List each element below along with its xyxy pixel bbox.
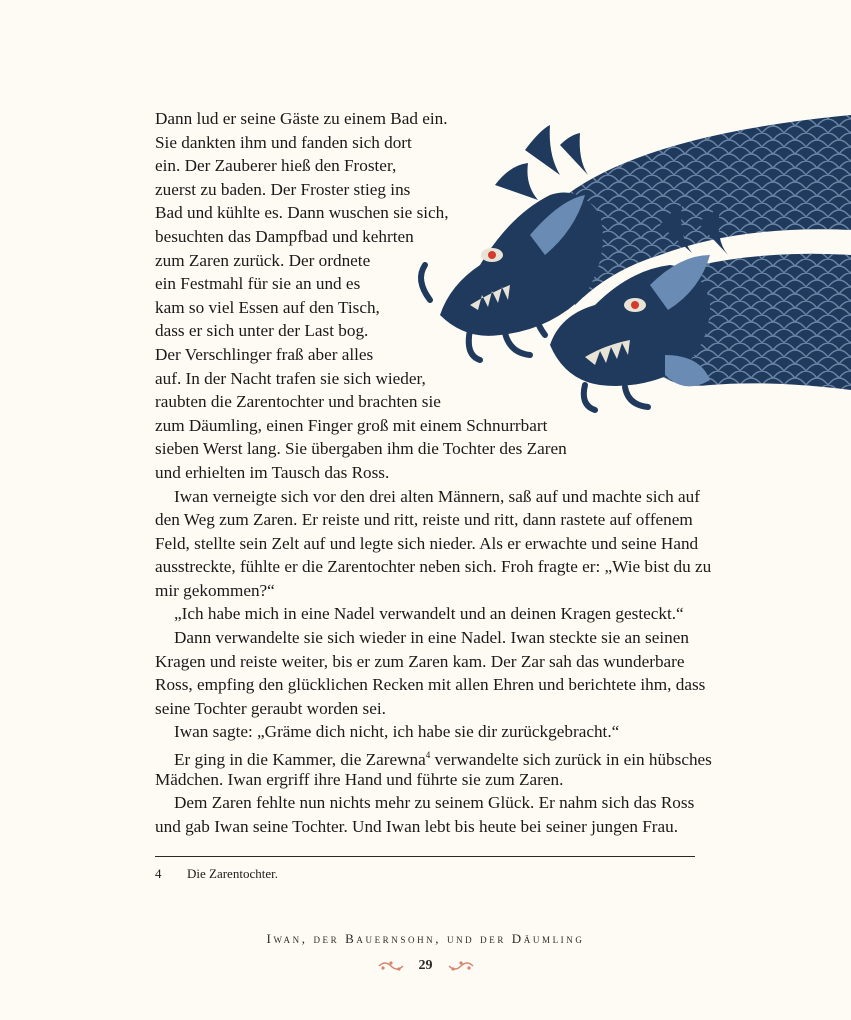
page-footer (0, 958, 851, 974)
text-line: Der Verschlinger fraß aber alles (155, 344, 374, 364)
text-line: raubten die Zarentochter und brachten sie (155, 392, 441, 412)
text-line: „Ich habe mich in eine Nadel verwandelt und an deinen Kragen gesteckt.“ (174, 604, 684, 624)
text-segment: verwandelte sich zurück in ein hübsches (430, 750, 712, 770)
text-line: Iwan verneigte sich vor den drei alten Männern, saß auf und machte sich auf (174, 486, 700, 506)
text-line: ausstreckte, fühlte er die Zarentochter neben sich. Froh fragte er: „Wie bist du zu (155, 557, 712, 577)
text-line: zum Däumling, einen Finger groß mit einem Schnurrbart (155, 415, 548, 435)
footnote-number: 4 (155, 866, 162, 881)
text-line: kam so viel Essen auf den Tisch, (155, 297, 380, 317)
text-line: Iwan sagte: „Gräme dich nicht, ich habe sie dir zurückgebracht.“ (174, 722, 620, 742)
left-ornament-icon (377, 958, 407, 974)
text-line: ein. Der Zauberer hieß den Froster, (155, 156, 397, 176)
footnote-text: Die Zarentochter. (187, 866, 278, 881)
text-line: Dem Zaren fehlte nun nichts mehr zu seinem Glück. Er nahm sich das Ross (174, 793, 695, 813)
text-line: sieben Werst lang. Sie übergaben ihm die Tochter des Zaren (155, 439, 567, 459)
footnote-rule (155, 856, 695, 857)
footnote (155, 866, 278, 882)
text-line: mir gekommen?“ (155, 580, 275, 600)
body-text (155, 107, 712, 838)
text-segment: Er ging in die Kammer, die Zarewna (174, 750, 426, 770)
text-line: besuchten das Dampfbad und kehrten (155, 226, 414, 246)
text-line: ein Festmahl für sie an und es (155, 274, 361, 294)
text-line: Feld, stellte sein Zelt auf und legte sich nieder. Als er erwachte und seine Hand (155, 533, 699, 553)
text-line: zum Zaren zurück. Der ordnete (155, 250, 371, 270)
page-number: 29 (418, 958, 433, 973)
text-line: Ross, empfing den glücklichen Recken mit allen Ehren und berichtete ihm, dass (155, 675, 706, 695)
text-line: Dann verwandelte sie sich wieder in eine Nadel. Iwan steckte sie an seinen (174, 628, 689, 648)
text-line (155, 744, 712, 768)
text-line: Kragen und reiste weiter, bis er zum Zaren kam. Der Zar sah das wunderbare (155, 651, 685, 671)
text-line: Bad und kühlte es. Dann wuschen sie sich, (155, 203, 449, 223)
text-line: Sie dankten ihm und fanden sich dort (155, 132, 412, 152)
text-line: dass er sich unter der Last bog. (155, 321, 369, 341)
text-line: zuerst zu baden. Der Froster stieg ins (155, 179, 411, 199)
text-line: und gab Iwan seine Tochter. Und Iwan lebt bis heute bei seiner jungen Frau. (155, 816, 679, 836)
text-line: auf. In der Nacht trafen sie sich wieder, (155, 368, 426, 388)
footnote-marker: 4 (425, 750, 431, 761)
running-title: Iwan, der Bauernsohn, und der Däumling (266, 931, 585, 946)
text-line: und erhielten im Tausch das Ross. (155, 462, 390, 482)
text-line: seine Tochter geraubt worden sei. (155, 698, 386, 718)
text-line: den Weg zum Zaren. Er reiste und ritt, reiste und ritt, dann rastete auf offenem (155, 510, 693, 530)
text-line: Mädchen. Iwan ergriff ihre Hand und führte sie zum Zaren. (155, 769, 564, 789)
text-line: Dann lud er seine Gäste zu einem Bad ein. (155, 109, 448, 128)
right-ornament-icon (445, 958, 475, 974)
